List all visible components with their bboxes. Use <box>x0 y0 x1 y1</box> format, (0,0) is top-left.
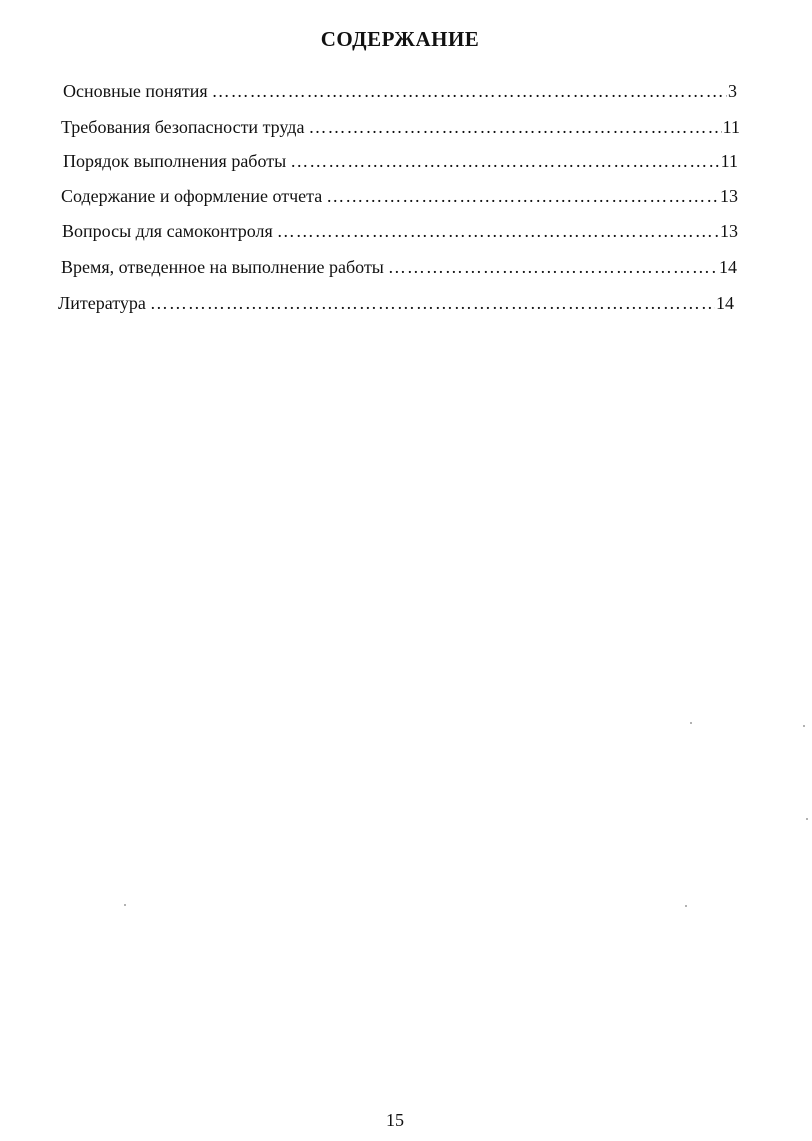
toc-entry-page: 13 <box>720 221 738 241</box>
toc-entry <box>58 292 734 316</box>
toc-entry-page: 11 <box>722 117 740 137</box>
toc-entry-label: Порядок выполнения работы <box>63 151 287 171</box>
toc-entry-page: 3 <box>728 81 737 101</box>
toc-entry <box>62 220 738 244</box>
toc-entry-label: Требования безопасности труда <box>61 117 305 137</box>
toc-entry-label: Литература <box>58 293 146 313</box>
toc-entry <box>63 80 737 104</box>
scan-speck <box>806 818 808 820</box>
toc-entry-label: Время, отведенное на выполнение работы <box>61 257 384 277</box>
scan-speck <box>803 725 805 727</box>
toc-entry <box>61 185 738 209</box>
page-number: 15 <box>386 1110 404 1130</box>
scan-speck <box>685 905 687 907</box>
toc-entry-page: 14 <box>719 257 737 277</box>
toc-entry-page: 11 <box>720 151 738 171</box>
toc-entry-page: 13 <box>720 186 738 206</box>
toc-entry-page: 14 <box>716 293 734 313</box>
scan-speck <box>690 722 692 724</box>
toc-title: СОДЕРЖАНИЕ <box>320 27 480 51</box>
toc-leader-dots <box>308 116 721 138</box>
toc-leader-dots <box>388 256 718 278</box>
toc-entry-label: Содержание и оформление отчета <box>61 186 323 206</box>
toc-entry <box>61 256 737 280</box>
toc-entry-label: Основные понятия <box>63 81 208 101</box>
toc-leader-dots <box>290 150 719 172</box>
toc-entry <box>63 150 738 174</box>
toc-leader-dots <box>150 292 715 314</box>
toc-leader-dots <box>212 80 727 102</box>
scan-speck <box>124 904 126 906</box>
toc-leader-dots <box>326 185 719 207</box>
toc-entry <box>61 116 740 140</box>
toc-entry-label: Вопросы для самоконтроля <box>62 221 273 241</box>
toc-leader-dots <box>277 220 719 242</box>
